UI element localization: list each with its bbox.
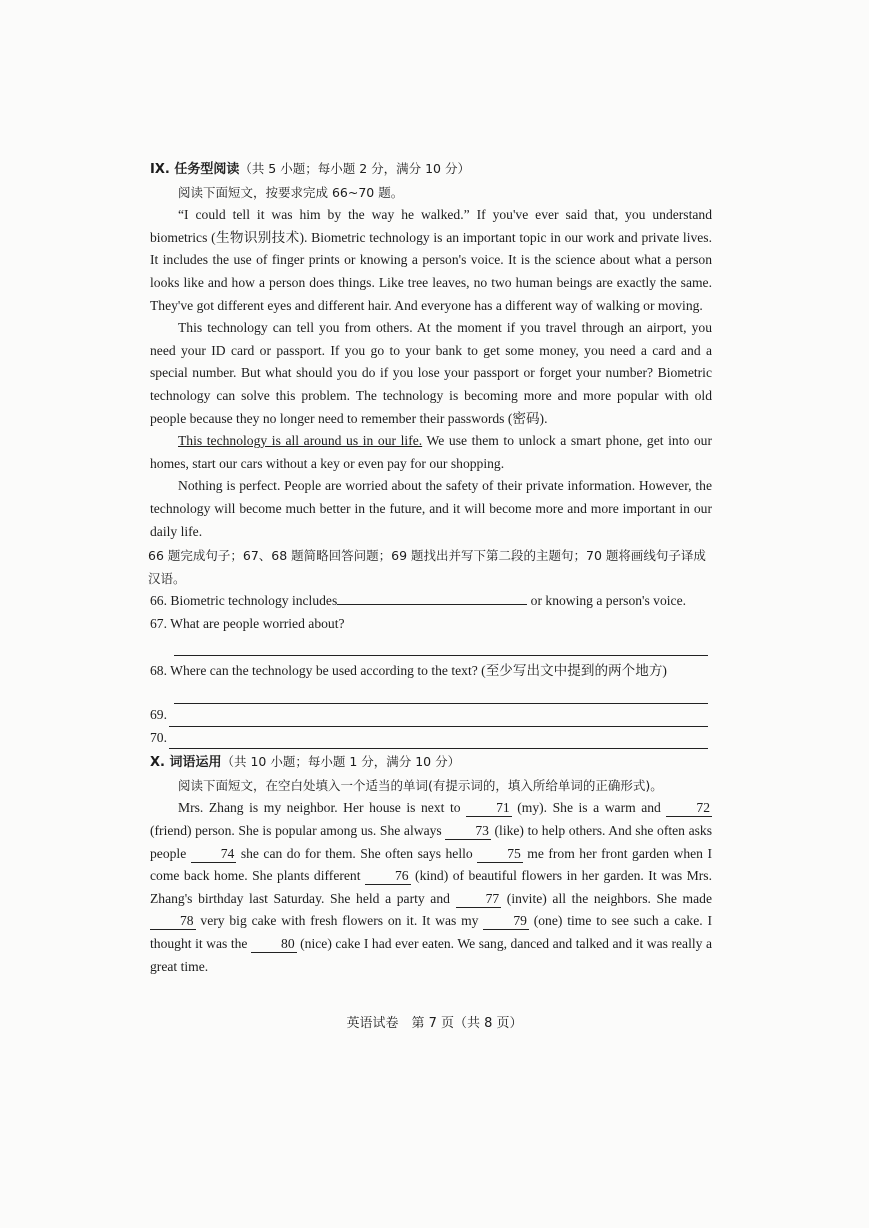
blank-77[interactable]: 77 bbox=[456, 891, 502, 908]
question-70 bbox=[150, 727, 712, 750]
section-9-instruction: 阅读下面短文，按要求完成 66~70 题。 bbox=[178, 184, 404, 200]
section-9-title: IX. 任务型阅读 bbox=[150, 162, 240, 177]
q69-number: 69. bbox=[150, 707, 167, 723]
q66-text-before: 66. Biometric technology includes bbox=[150, 593, 338, 609]
passage-paragraph-2: This technology can tell you from others. At the moment if you travel through an airport, you need your ID card or passport. If you go to your bank to get some money, you need a card and a special number. But what should you do if you lose your passport or forget your number? Biometric technology can solve this problem. The technology is becoming more and more popular with old people because they no longer need to remember their passwords (密码). bbox=[150, 320, 712, 426]
passage-paragraph-3 bbox=[150, 430, 712, 475]
paragraph-3-rest: We use them to unlock a smart phone, get into our homes, start our cars without a key or even pay for our shopping. bbox=[150, 433, 713, 471]
q70-number: 70. bbox=[150, 729, 167, 745]
cloze-text: (nice) cake I had ever eaten. We sang, danced and talked and it was really a great time. bbox=[150, 936, 712, 974]
blank-72[interactable]: 72 bbox=[666, 800, 712, 817]
section-10-instruction: 阅读下面短文，在空白处填入一个适当的单词(有提示词的，填入所给单词的正确形式)。 bbox=[178, 777, 663, 793]
cloze-text: (my). She is a warm and bbox=[511, 800, 667, 816]
section-9-heading bbox=[150, 158, 712, 182]
underlined-sentence: This technology is all around us in our life. bbox=[178, 433, 423, 449]
cloze-paragraph bbox=[150, 797, 712, 978]
exam-page bbox=[150, 158, 712, 978]
q67-answer-line[interactable] bbox=[174, 635, 708, 656]
cloze-text: me from her front garden when I come back home. She plants different bbox=[150, 845, 713, 884]
cloze-text: Mrs. Zhang is my neighbor. Her house is next to bbox=[178, 800, 467, 816]
cloze-text: (invite) all the neighbors. She made bbox=[501, 890, 712, 906]
blank-79[interactable]: 79 bbox=[483, 913, 529, 930]
section-10-subtitle: （共 10 小题；每小题 1 分，满分 10 分） bbox=[221, 754, 461, 770]
section-9-subtitle: （共 5 小题；每小题 2 分，满分 10 分） bbox=[239, 161, 470, 176]
passage-paragraph-4: Nothing is perfect. People are worried about the safety of their private information. However, the technology will become much better in the future, and it will become more and more important in our daily life. bbox=[150, 478, 712, 539]
question-69 bbox=[150, 704, 712, 727]
question-67: 67. What are people worried about? bbox=[150, 615, 345, 631]
section-10-heading bbox=[150, 751, 712, 775]
blank-76[interactable]: 76 bbox=[365, 868, 411, 885]
cloze-text: (like) to help others. And she often asks people bbox=[150, 823, 712, 861]
q66-answer-blank[interactable] bbox=[337, 604, 527, 605]
page-footer: 英语试卷 第 7 页（共 8 页） bbox=[346, 1016, 523, 1031]
blank-71[interactable]: 71 bbox=[466, 800, 512, 817]
cloze-text: (one) time to see such a cake. I thought it was the bbox=[150, 913, 712, 951]
blank-75[interactable]: 75 bbox=[477, 846, 523, 863]
question-66 bbox=[150, 590, 712, 613]
section-10-title: X. 词语运用 bbox=[150, 755, 222, 771]
blank-74[interactable]: 74 bbox=[191, 846, 237, 863]
task-instruction: 66 题完成句子；67、68 题简略回答问题；69 题找出并写下第二段的主题句；70 题将画线句子译成汉语。 bbox=[148, 548, 706, 586]
q70-answer-line[interactable] bbox=[169, 732, 708, 749]
q69-answer-line[interactable] bbox=[169, 710, 708, 727]
blank-80[interactable]: 80 bbox=[251, 936, 297, 953]
passage-paragraph-1: “I could tell it was him by the way he walked.” If you've ever said that, you understand biometrics (生物识别技术). Biometric technology is an important topic in our work and private lives. It includes the use of finger prints or knowing a person's voice. It is the science about what a person looks like and how a person does things. Like tree leaves, no two human beings are exactly the same. They've got different eyes and different hair. And everyone has a different way of walking or moving. bbox=[150, 207, 712, 313]
q66-text-after: or knowing a person's voice. bbox=[530, 593, 687, 609]
blank-78[interactable]: 78 bbox=[150, 913, 196, 930]
cloze-text: very big cake with fresh flowers on it. It was my bbox=[195, 913, 484, 929]
blank-73[interactable]: 73 bbox=[445, 823, 491, 840]
q68-answer-line[interactable] bbox=[174, 683, 708, 704]
cloze-text: (kind) of beautiful flowers in her garden. It was Mrs. Zhang's birthday last Saturday. She held a party and bbox=[150, 868, 712, 906]
cloze-text: (friend) person. She is popular among us. She always bbox=[150, 823, 446, 839]
cloze-text: she can do for them. She often says hello bbox=[236, 845, 478, 861]
question-68: 68. Where can the technology be used according to the text? (至少写出文中提到的两个地方) bbox=[150, 663, 667, 679]
